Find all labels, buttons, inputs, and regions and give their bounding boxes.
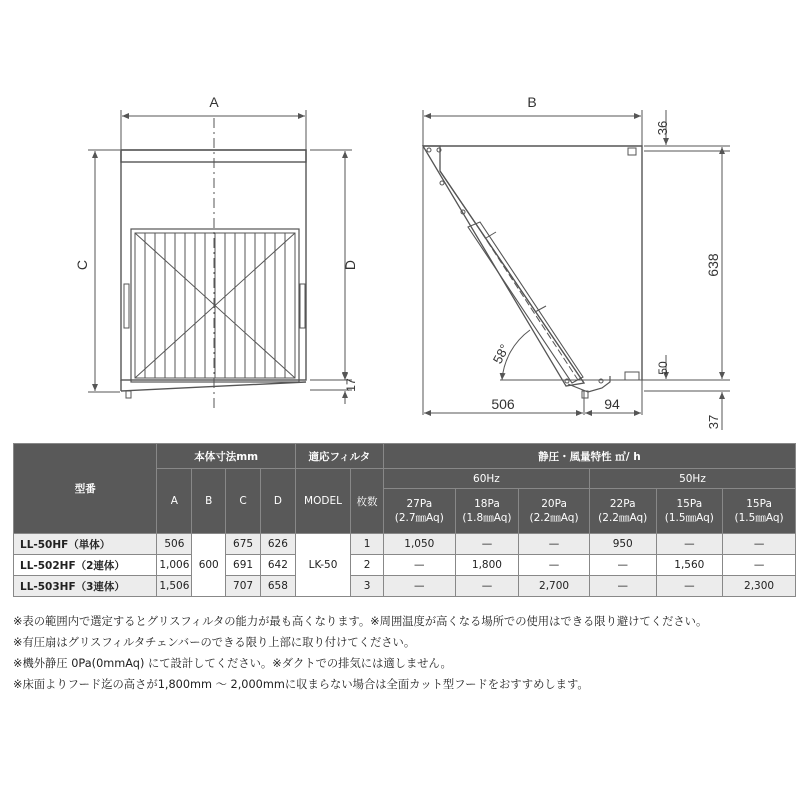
- pressure-header: 15Pa (1.5㎜Aq): [723, 489, 796, 534]
- pressure-header: 15Pa (1.5㎜Aq): [656, 489, 723, 534]
- dim-label-c: C: [74, 259, 90, 271]
- note-line: ※機外静圧 0Pa(0mmAq) にて設計してください。※ダクトでの排気には適しません。: [13, 657, 452, 670]
- dim-label-17: 17: [344, 378, 358, 392]
- filter-chamber: [468, 222, 583, 383]
- dim-label-50: 50: [656, 361, 670, 375]
- pressure-header: 20Pa (2.2㎜Aq): [519, 489, 590, 534]
- pressure-header: 22Pa (2.2㎜Aq): [589, 489, 656, 534]
- cell-a: 1,506: [157, 576, 192, 597]
- dim-label-b: B: [527, 94, 537, 110]
- note-line: ※有圧扇はグリスフィルタチェンバーのできる限り上部に取り付けてください。: [13, 636, 416, 649]
- cell-count: 1: [351, 534, 384, 555]
- col-header-b: B: [192, 469, 226, 534]
- cell-airflow: 1,560: [656, 555, 723, 576]
- table-row: [14, 555, 796, 576]
- cell-count: 3: [351, 576, 384, 597]
- cell-airflow: —: [383, 576, 455, 597]
- col-header-60hz: 60Hz: [383, 469, 589, 489]
- cell-airflow: —: [455, 534, 519, 555]
- cell-airflow: 950: [589, 534, 656, 555]
- spec-table: [13, 443, 796, 597]
- cell-airflow: —: [455, 576, 519, 597]
- dim-label-a: A: [209, 94, 219, 110]
- cell-a: 1,006: [157, 555, 192, 576]
- table-row: [14, 576, 796, 597]
- cell-airflow: —: [656, 576, 723, 597]
- pressure-header: 18Pa (1.8㎜Aq): [455, 489, 519, 534]
- cell-airflow: —: [589, 576, 656, 597]
- side-view: [423, 110, 730, 430]
- cell-d: 658: [260, 576, 295, 597]
- cell-airflow: 2,700: [519, 576, 590, 597]
- cell-airflow: —: [519, 555, 590, 576]
- dim-label-d: D: [342, 259, 358, 271]
- cell-model: LL-503HF（3連体）: [14, 576, 157, 597]
- cell-model: LL-502HF（2連体）: [14, 555, 157, 576]
- cell-c: 675: [226, 534, 261, 555]
- col-header-d: D: [260, 469, 295, 534]
- drain-fitting: [126, 391, 131, 398]
- col-header-filter: 適応フィルタ: [295, 444, 383, 469]
- cell-c: 707: [226, 576, 261, 597]
- cell-filter-model: LK-50: [295, 534, 350, 597]
- dim-label-36: 36: [655, 120, 670, 136]
- front-view: [88, 110, 352, 412]
- pressure-header: 27Pa (2.7㎜Aq): [383, 489, 455, 534]
- cell-airflow: —: [723, 534, 796, 555]
- cell-count: 2: [351, 555, 384, 576]
- cell-airflow: 1,050: [383, 534, 455, 555]
- cell-airflow: —: [723, 555, 796, 576]
- dim-label-506: 506: [491, 396, 515, 412]
- cell-airflow: 2,300: [723, 576, 796, 597]
- col-header-body-dims: 本体寸法mm: [157, 444, 295, 469]
- cell-model: LL-50HF（単体）: [14, 534, 157, 555]
- note-line: ※表の範囲内で選定するとグリスフィルタの能力が最も高くなります。※周囲温度が高くなる場所での使用はできる限り避けてください。: [13, 615, 708, 628]
- hood-side-outline: [423, 146, 642, 380]
- dim-label-angle: 58°: [489, 341, 513, 367]
- col-header-50hz: 50Hz: [589, 469, 795, 489]
- cell-c: 691: [226, 555, 261, 576]
- cell-a: 506: [157, 534, 192, 555]
- cell-airflow: —: [589, 555, 656, 576]
- col-header-performance: 静圧・風量特性 ㎥/ h: [383, 444, 795, 469]
- cell-airflow: —: [656, 534, 723, 555]
- cell-airflow: —: [383, 555, 455, 576]
- notes: [13, 611, 800, 695]
- dim-label-37: 37: [706, 414, 721, 430]
- col-header-model: 型番: [14, 444, 157, 534]
- cell-airflow: —: [519, 534, 590, 555]
- col-header-a: A: [157, 469, 192, 534]
- right-latch: [300, 284, 305, 328]
- left-latch: [124, 284, 129, 328]
- col-header-filter-count: 枚数: [351, 469, 384, 534]
- note-line: ※床面よりフード迄の高さが1,800mm ～ 2,000mmに収まらない場合は全面カット型フードをおすすめします。: [13, 678, 589, 691]
- dim-label-94: 94: [604, 396, 620, 412]
- cell-d: 626: [260, 534, 295, 555]
- cell-b: 600: [192, 534, 226, 597]
- col-header-filter-model: MODEL: [295, 469, 350, 534]
- table-row: [14, 534, 796, 555]
- col-header-c: C: [226, 469, 261, 534]
- cell-d: 642: [260, 555, 295, 576]
- cell-airflow: 1,800: [455, 555, 519, 576]
- dim-label-638: 638: [705, 253, 721, 277]
